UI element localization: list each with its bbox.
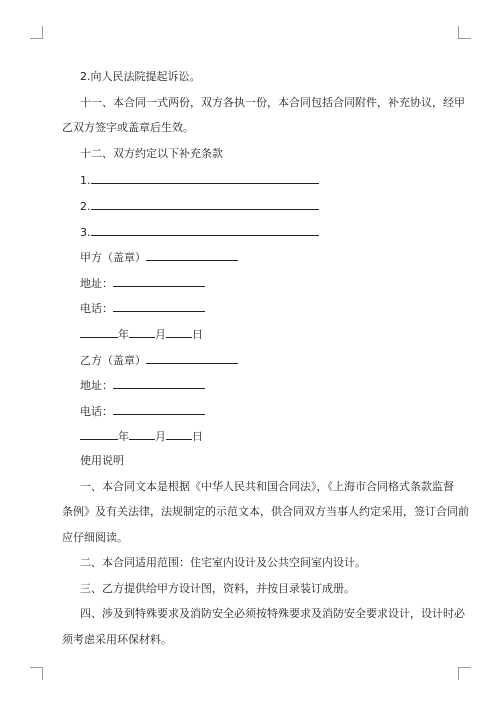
address-label: 地址： bbox=[80, 277, 113, 290]
party-a-date bbox=[80, 326, 203, 342]
phone-label: 电话： bbox=[80, 302, 113, 315]
usage-notes-heading: 使用说明 bbox=[80, 454, 124, 467]
party-a-phone bbox=[80, 300, 205, 316]
party-b-seal bbox=[80, 352, 238, 368]
litigation-clause: 2.向人民法院提起诉讼。 bbox=[80, 70, 201, 83]
note-1-line-1: 一、本合同文本是根据《中华人民共和国合同法》，《上海市合同格式条款监督 bbox=[80, 480, 454, 493]
clause-11-line-2: 乙双方签字或盖章后生效。 bbox=[62, 121, 194, 134]
party-a-address bbox=[80, 275, 205, 291]
phone-label: 电话： bbox=[80, 405, 113, 418]
supplementary-item-1 bbox=[80, 172, 319, 188]
blank-line bbox=[91, 172, 319, 184]
blank-line bbox=[129, 326, 155, 338]
blank-line bbox=[146, 249, 238, 261]
note-3: 三、乙方提供给甲方设计图，资料，并按目录装订成册。 bbox=[80, 582, 355, 595]
blank-line bbox=[113, 300, 205, 312]
clause-12-heading: 十二、双方约定以下补充条款 bbox=[80, 147, 223, 160]
item-number: 2. bbox=[80, 200, 91, 213]
blank-line bbox=[166, 428, 192, 440]
day-label: 日 bbox=[192, 328, 203, 341]
address-label: 地址： bbox=[80, 379, 113, 392]
note-4-line-2: 须考虑采用环保材料。 bbox=[62, 633, 172, 646]
note-2: 二、本合同适用范围：住宅室内设计及公共空间室内设计。 bbox=[80, 556, 366, 569]
blank-line bbox=[129, 428, 155, 440]
blank-line bbox=[113, 403, 205, 415]
blank-line bbox=[80, 326, 118, 338]
day-label: 日 bbox=[192, 430, 203, 443]
party-b-phone bbox=[80, 403, 205, 419]
note-1-line-2: 条例》及有关法律，法规制定的示范文本，供合同双方当事人约定采用，签订合同前 bbox=[62, 505, 469, 518]
party-b-seal-label: 乙方（盖章） bbox=[80, 354, 146, 367]
party-b-date bbox=[80, 428, 203, 444]
party-a-seal-label: 甲方（盖章） bbox=[80, 251, 146, 264]
supplementary-item-2 bbox=[80, 198, 319, 214]
month-label: 月 bbox=[155, 328, 166, 341]
item-number: 3. bbox=[80, 226, 91, 239]
blank-line bbox=[91, 198, 319, 210]
year-label: 年 bbox=[118, 430, 129, 443]
blank-line bbox=[113, 377, 205, 389]
blank-line bbox=[91, 224, 319, 236]
corner-mark-bottom-left bbox=[30, 667, 43, 680]
party-b-address bbox=[80, 377, 205, 393]
corner-mark-bottom-right bbox=[458, 667, 471, 680]
note-1-line-3: 应仔细阅读。 bbox=[62, 531, 128, 544]
clause-11-line-1: 十一、本合同一式两份，双方各执一份，本合同包括合同附件，补充协议，经甲 bbox=[80, 96, 465, 109]
blank-line bbox=[146, 352, 238, 364]
year-label: 年 bbox=[118, 328, 129, 341]
corner-mark-top-right bbox=[458, 26, 471, 39]
corner-mark-top-left bbox=[30, 26, 43, 39]
item-number: 1. bbox=[80, 174, 91, 187]
blank-line bbox=[166, 326, 192, 338]
note-4-line-1: 四、涉及到特殊要求及消防安全必须按特殊要求及消防安全要求设计，设计时必 bbox=[80, 607, 465, 620]
blank-line bbox=[80, 428, 118, 440]
blank-line bbox=[113, 275, 205, 287]
party-a-seal bbox=[80, 249, 238, 265]
supplementary-item-3 bbox=[80, 224, 319, 240]
month-label: 月 bbox=[155, 430, 166, 443]
